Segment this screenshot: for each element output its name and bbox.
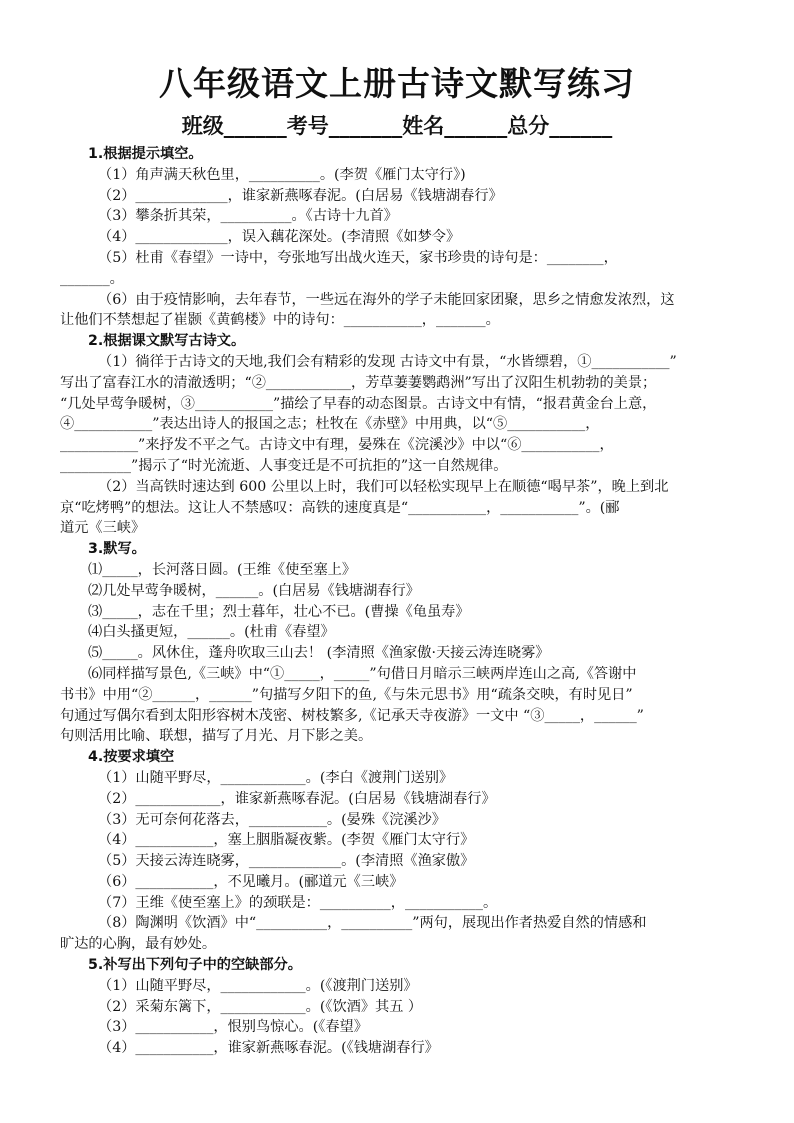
text-line: 旷达的心胸，最有妙处。 (60, 936, 217, 953)
page-title: 八年级语文上册古诗文默写练习 (159, 64, 635, 103)
text-line: （1）徜徉于古诗文的天地,我们会有精彩的发现 古诗文中有景，“水皆缥碧，①___________” (98, 353, 677, 370)
text-line: ⑴_____，长河落日圆。(王维《使至塞上》 (88, 561, 357, 578)
text-line: __________”揭示了“时光流逝、人事变迁是不可抗拒的”这一自然规律。 (60, 457, 508, 474)
section-heading: 5.补写出下列句子中的空缺部分。 (88, 957, 302, 974)
text-line: （2）____________，谁家新燕啄春泥。(白居易《钱塘湖春行》 (98, 790, 496, 807)
text-line: 让他们不禁想起了崔颢《黄鹤楼》中的诗句：___________，_______。 (60, 312, 500, 329)
text-line: ⑹同样描写景色,《三峡》中“①_____，_____”句借日月暗示三峡两岸连山之高,《答谢中 (88, 665, 637, 682)
text-line: ⑶_____，志在千里；烈士暮年，壮心不已。(曹操《龟虽寿》 (88, 603, 470, 620)
text-line: ④___________”表达出诗人的报国之志；杜牧在《赤壁》中用典，以“⑤___________， (60, 416, 600, 433)
text-line: （3）攀条折其荣，__________。《古诗十九首》 (98, 208, 398, 225)
text-line: ⑵几处早莺争暖树，______。(白居易《钱塘湖春行》 (88, 582, 420, 599)
section-heading: 3.默写。 (88, 541, 146, 558)
section-heading: 2.根据课文默写古诗文。 (88, 333, 246, 350)
text-line: （1）角声满天秋色里，__________。(李贺《雁门太守行》) (98, 166, 466, 183)
text-line: （3）___________，恨别鸟惊心。(《春望》 (98, 1019, 368, 1036)
text-line: 写出了富春江水的清澈透明；“②____________，芳草萋萋鹦鹉洲”写出了汉阳生机勃勃的美景； (60, 374, 657, 391)
text-line: （5）天接云涛连晓雾，_____________。(李清照《渔家傲》 (98, 853, 475, 870)
text-line: 道元《三峡》 (60, 520, 146, 537)
worksheet-body (60, 144, 735, 1059)
text-line: （1）山随平野尽，____________。(《渡荆门送别》 (98, 977, 418, 994)
text-line: 句通过写偶尔看到太阳形容树木茂密、树枝繁多,《记承天寺夜游》一文中 “③_____，______” (60, 707, 644, 724)
text-line: （4）___________，谁家新燕啄春泥。(《钱塘湖春行》 (98, 1040, 439, 1057)
text-line: 书书》中用“②______，______”句描写夕阳下的鱼,《与朱元思书》用“疏条交映，有时见日” (60, 686, 633, 703)
student-info-line: 班级______考号_______姓名______总分______ (181, 114, 613, 138)
text-line: 京“吃烤鸭”的想法。这让人不禁感叹：高铁的速度真是“___________，___________”。(郦 (60, 499, 620, 516)
text-line: 句则活用比喻、联想，描写了月光、月下影之美。 (60, 728, 373, 745)
text-line: （6）___________，不见曦月。(郦道元《三峡》 (98, 873, 404, 890)
text-line: ___________”来抒发不平之气。古诗文中有理，晏殊在《浣溪沙》中以“⑥___________， (60, 437, 614, 454)
text-line: “几处早莺争暖树，③___________”描绘了早春的动态图景。古诗文中有情，“报君黄金台上意， (60, 395, 657, 412)
section-heading: 1.根据提示填空。 (88, 146, 203, 162)
text-line: （6）由于疫情影响，去年春节，一些远在海外的学子未能回家团聚，思乡之情愈发浓烈，这 (98, 291, 675, 308)
text-line: ⑷白头搔更短，______。(杜甫《春望》 (88, 624, 335, 641)
text-line: （2）_____________，谁家新燕啄春泥。(白居易《钱塘湖春行》 (98, 187, 503, 204)
text-line: （7）王维《使至塞上》的颈联是：__________，___________。 (98, 894, 498, 911)
text-line: _______。 (60, 270, 124, 287)
text-line: （2）采菊东篱下，____________。(《饮酒》其五 ） (98, 998, 423, 1015)
text-line: （2）当高铁时速达到 600 公里以上时，我们可以轻松实现早上在顺德“喝早茶”，晚上到北 (98, 478, 669, 495)
text-line: （8）陶渊明《饮酒》中“__________，__________”两句，展现出作者热爱自然的情感和 (98, 915, 647, 932)
text-line: （4）_____________，误入藕花深处。(李清照《如梦令》 (98, 229, 461, 246)
text-line: （4）___________，塞上胭脂凝夜紫。(李贺《雁门太守行》 (98, 832, 475, 849)
text-line: （3）无可奈何花落去，___________。(晏殊《浣溪沙》 (98, 811, 446, 828)
text-line: （1）山随平野尽，____________。(李白《渡荆门送别》 (98, 769, 454, 786)
text-line: ⑸_____。风休住，蓬舟吹取三山去！ (李清照《渔家傲·天接云涛连晓雾》 (88, 645, 550, 662)
text-line: （5）杜甫《春望》一诗中，夸张地写出战火连天，家书珍贵的诗句是：________， (98, 249, 618, 266)
section-heading: 4.按要求填空 (88, 749, 175, 766)
